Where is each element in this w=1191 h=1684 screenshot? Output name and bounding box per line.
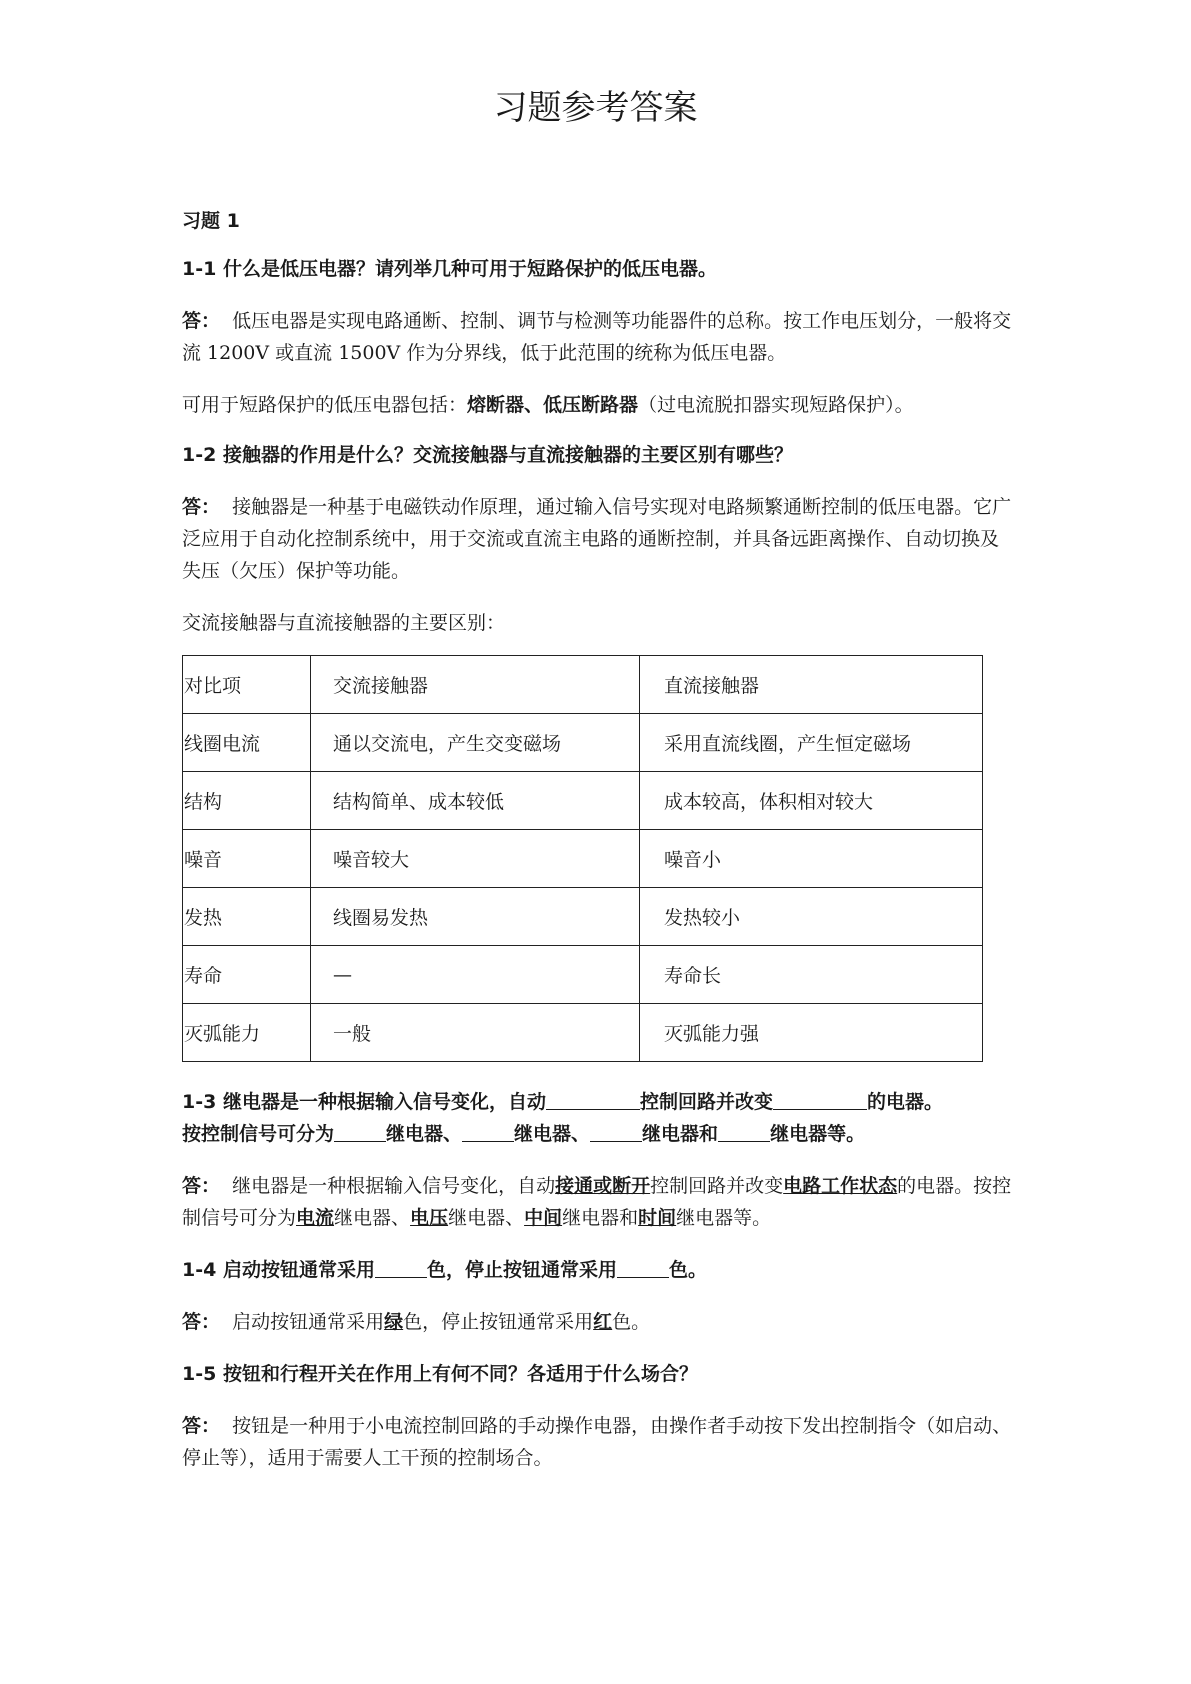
answer-fill: 接通或断开 — [555, 1175, 651, 1197]
question-1-1: 1-1 什么是低压电器？请列举几种可用于短路保护的低压电器。 — [182, 258, 717, 280]
question-text: 的电器。 — [866, 1091, 943, 1113]
table-cell: 灭弧能力 — [183, 1004, 311, 1062]
table-row — [183, 946, 983, 1004]
table-cell: 直流接触器 — [640, 656, 983, 714]
question-1-4 — [182, 1254, 1012, 1286]
answer-fill: 绿 — [384, 1311, 404, 1333]
table-intro: 交流接触器与直流接触器的主要区别： — [182, 612, 506, 634]
table-cell: 噪音小 — [640, 830, 983, 888]
question-text: 按控制信号可分为 — [182, 1123, 335, 1145]
answer-1-1-protection — [182, 389, 1012, 421]
question-1-2: 1-2 接触器的作用是什么？交流接触器与直流接触器的主要区别有哪些？ — [182, 444, 793, 466]
fill-blank — [462, 1121, 514, 1142]
answer-label: 答： — [182, 1415, 221, 1437]
table-cell: 发热较小 — [640, 888, 983, 946]
answer-fill: 红 — [593, 1311, 613, 1333]
table-cell: — — [311, 946, 640, 1004]
table-row — [183, 888, 983, 946]
question-text: 继电器、 — [514, 1123, 591, 1145]
fill-blank — [590, 1121, 642, 1142]
question-text: 色，停止按钮通常采用 — [426, 1259, 617, 1281]
comparison-table — [182, 655, 983, 1062]
table-cell: 发热 — [183, 888, 311, 946]
section-heading: 习题 1 — [182, 210, 240, 232]
table-cell: 灭弧能力强 — [640, 1004, 983, 1062]
answer-label: 答： — [182, 496, 221, 518]
table-cell: 采用直流线圈，产生恒定磁场 — [640, 714, 983, 772]
protection-item-breaker: 低压断路器 — [543, 394, 639, 416]
fill-blank — [375, 1257, 427, 1278]
answer-text: 按钮是一种用于小电流控制回路的手动操作电器，由操作者手动按下发出控制指令（如启动、停止等），适用于需要人工干预的控制场合。 — [182, 1415, 1012, 1469]
answer-text: 继电器是一种根据输入信号变化，自动 — [232, 1175, 556, 1197]
table-cell: 线圈电流 — [183, 714, 311, 772]
answer-text: 低压电器是实现电路通断、控制、调节与检测等功能器件的总称。按工作电压划分，一般将交流 1200V 或直流 1500V 作为分界线，低于此范围的统称为低压电器。 — [182, 310, 1012, 364]
table-header-row — [183, 656, 983, 714]
table-cell: 结构简单、成本较低 — [311, 772, 640, 830]
question-text: 色。 — [668, 1259, 707, 1281]
fill-blank — [617, 1257, 669, 1278]
table-cell: 交流接触器 — [311, 656, 640, 714]
fill-blank — [334, 1121, 386, 1142]
answer-fill: 时间 — [638, 1207, 677, 1229]
question-text: 1-4 启动按钮通常采用 — [182, 1259, 375, 1281]
protection-separator: 、 — [524, 394, 544, 416]
fill-blank — [718, 1121, 770, 1142]
table-row — [183, 772, 983, 830]
answer-text: 控制回路并改变 — [650, 1175, 784, 1197]
answer-1-5 — [182, 1410, 1012, 1474]
question-text: 继电器等。 — [770, 1123, 866, 1145]
table-cell: 噪音 — [183, 830, 311, 888]
question-1-5: 1-5 按钮和行程开关在作用上有何不同？各适用于什么场合？ — [182, 1363, 698, 1385]
answer-fill: 电路工作状态 — [783, 1175, 898, 1197]
table-row — [183, 1004, 983, 1062]
table-cell: 成本较高，体积相对较大 — [640, 772, 983, 830]
answer-text: 继电器和 — [562, 1207, 639, 1229]
table-cell: 寿命长 — [640, 946, 983, 1004]
answer-text: 色。 — [612, 1311, 651, 1333]
answer-1-1 — [182, 305, 1012, 369]
protection-suffix: （过电流脱扣器实现短路保护）。 — [638, 394, 914, 416]
table-cell: 寿命 — [183, 946, 311, 1004]
fill-blank — [773, 1089, 867, 1110]
answer-text: 继电器、 — [448, 1207, 525, 1229]
table-cell: 对比项 — [183, 656, 311, 714]
answer-text: 接触器是一种基于电磁铁动作原理，通过输入信号实现对电路频繁通断控制的低压电器。它广泛应用于自动化控制系统中，用于交流或直流主电路的通断控制，并具备远距离操作、自动切换及失压（欠压）保护等功能。 — [182, 496, 1012, 582]
question-text: 继电器和 — [642, 1123, 719, 1145]
protection-item-fuse: 熔断器 — [467, 394, 525, 416]
answer-1-2 — [182, 491, 1012, 587]
question-text: 继电器、 — [386, 1123, 463, 1145]
answer-text: 继电器等。 — [676, 1207, 772, 1229]
table-cell: 结构 — [183, 772, 311, 830]
answer-label: 答： — [182, 310, 221, 332]
answer-text: 继电器、 — [334, 1207, 411, 1229]
answer-fill: 中间 — [524, 1207, 563, 1229]
table-cell: 一般 — [311, 1004, 640, 1062]
table-cell: 通以交流电，产生交变磁场 — [311, 714, 640, 772]
table-cell: 线圈易发热 — [311, 888, 640, 946]
answer-1-3 — [182, 1170, 1012, 1234]
question-1-3 — [182, 1086, 1012, 1150]
table-row — [183, 830, 983, 888]
document-body — [182, 205, 1012, 1474]
answer-text: 的电器。按控制信号可分为 — [182, 1175, 1012, 1229]
fill-blank — [546, 1089, 640, 1110]
question-text: 1-3 继电器是一种根据输入信号变化，自动 — [182, 1091, 546, 1113]
question-text: 控制回路并改变 — [639, 1091, 773, 1113]
table-row — [183, 714, 983, 772]
table-cell: 噪音较大 — [311, 830, 640, 888]
protection-prefix: 可用于短路保护的低压电器包括： — [182, 394, 468, 416]
answer-text: 启动按钮通常采用 — [232, 1311, 385, 1333]
page-title: 习题参考答案 — [493, 88, 698, 128]
answer-fill: 电压 — [410, 1207, 449, 1229]
answer-1-4 — [182, 1306, 1012, 1338]
answer-label: 答： — [182, 1311, 221, 1333]
answer-label: 答： — [182, 1175, 221, 1197]
answer-text: 色，停止按钮通常采用 — [403, 1311, 594, 1333]
answer-fill: 电流 — [296, 1207, 335, 1229]
